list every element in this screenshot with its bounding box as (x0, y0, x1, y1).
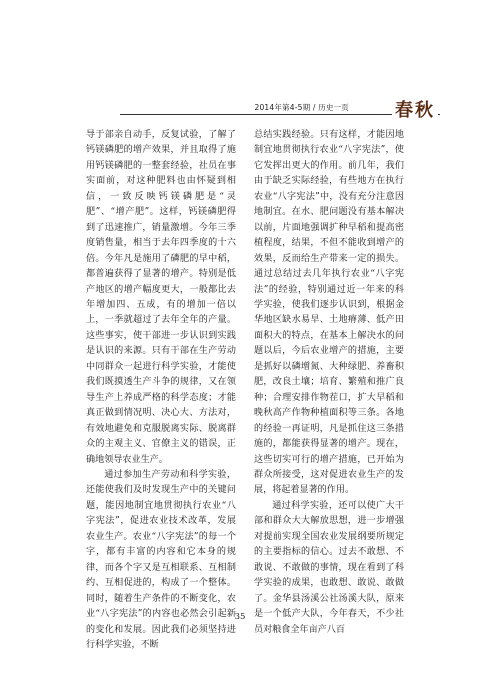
paragraph: 通过科学实验，还可以使广大干部和群众大大解放思想，进一步增强对提前实现全国农业发展纲要所规定的主要指标的信心。过去不敢想、不敢说、不敢做的事情，现在看到了科学实验的成果，也敢想、敢说、敢做了。金华县汤溪公社汤溪大队，原来是一个低产大队，今年春天，不少社员对粮食全年亩产八百 (254, 500, 404, 635)
right-column (254, 128, 404, 635)
running-header (120, 96, 440, 130)
paragraph: 通过参加生产劳动和科学实验，还能使我们及时发现生产中的关键问题，能因地制宜地贯彻执行农业“八字宪法”，促进农业技术改革，发展农业生产。农业“八字宪法”的每一个字，都有丰富的内容和它本身的规律，而各个字又是互相联系、互相制约、互相促进的，构成了一个整体。同时，随着生产条件的不断变化，农业“八字宪法”的内容也必然会引起新的变化和发展。因此我们必须坚持进行科学实验，不断 (86, 469, 236, 650)
page-number: 35 (234, 612, 246, 622)
left-column (86, 128, 236, 650)
paragraph: 总结实践经验。只有这样，才能因地制宜地贯彻执行农业“八字宪法”，使它发挥出更大的作用。前几年，我们由于缺乏实际经验，有些地方在执行农业“八字宪法”中，没有充分注意因地制宜。在水、肥问题没有基本解决以前，片面地强调扩种早稻和提高密植程度，结果，不但不能收到增产的效果，反而给生产带来一定的损失。通过总结过去几年执行农业“八字宪法”的经验，特别通过近一年来的科学实验，使我们逐步认识到，根据金华地区缺水易旱、土地瘠薄、低产田面积大的特点，在基本上解决水的问题以后，今后农业增产的措施，主要是抓好以磷增氮、大种绿肥、养畜积肥，改良土壤；培育、繁殖和推广良种；合理安排作物茬口，扩大早稻和晚秋高产作物种植面积等三条。各地的经验一再证明，凡是抓住这三条措施的，都能获得显著的增产。现在，这些切实可行的增产措施，已开始为群众所接受，这对促进农业生产的发展，将起着显著的作用。 (254, 130, 404, 496)
magazine-logo: 春秋 (392, 96, 438, 122)
paragraph: 导于部亲自动手，反复试验，了解了钙镁磷肥的增产效果，并且取得了施用钙镁磷肥的一整套经验，社员在事实面前，对这种肥料也由怀疑到相信，一致反映钙镁磷肥是“灵肥”、“增产肥”。这样，钙镁磷肥得到了迅速推广，销量激增。今年三季度销售量，相当于去年四季度的十六倍。今年凡是施用了磷肥的早中稻，都普遍获得了显著的增产。特别是低产地区的增产幅度更大，一般都比去年增加四、五成，有的增加一倍以上，一季就超过了去年全年的产量。这些事实，使干部进一步认识到实践是认识的来源。只有干部在生产劳动中同群众一起进行科学实验，才能使我们既摸透生产斗争的规律，又在领导生产上养成严格的科学态度；才能真正做到情况明、决心大、方法对，有效地避免和克服脱离实际、脱离群众的主观主义、官僚主义的错误，正确地领导农业生产。 (86, 130, 236, 465)
issue-label: 2014年第4-5期 / 历史一页 (251, 102, 352, 113)
